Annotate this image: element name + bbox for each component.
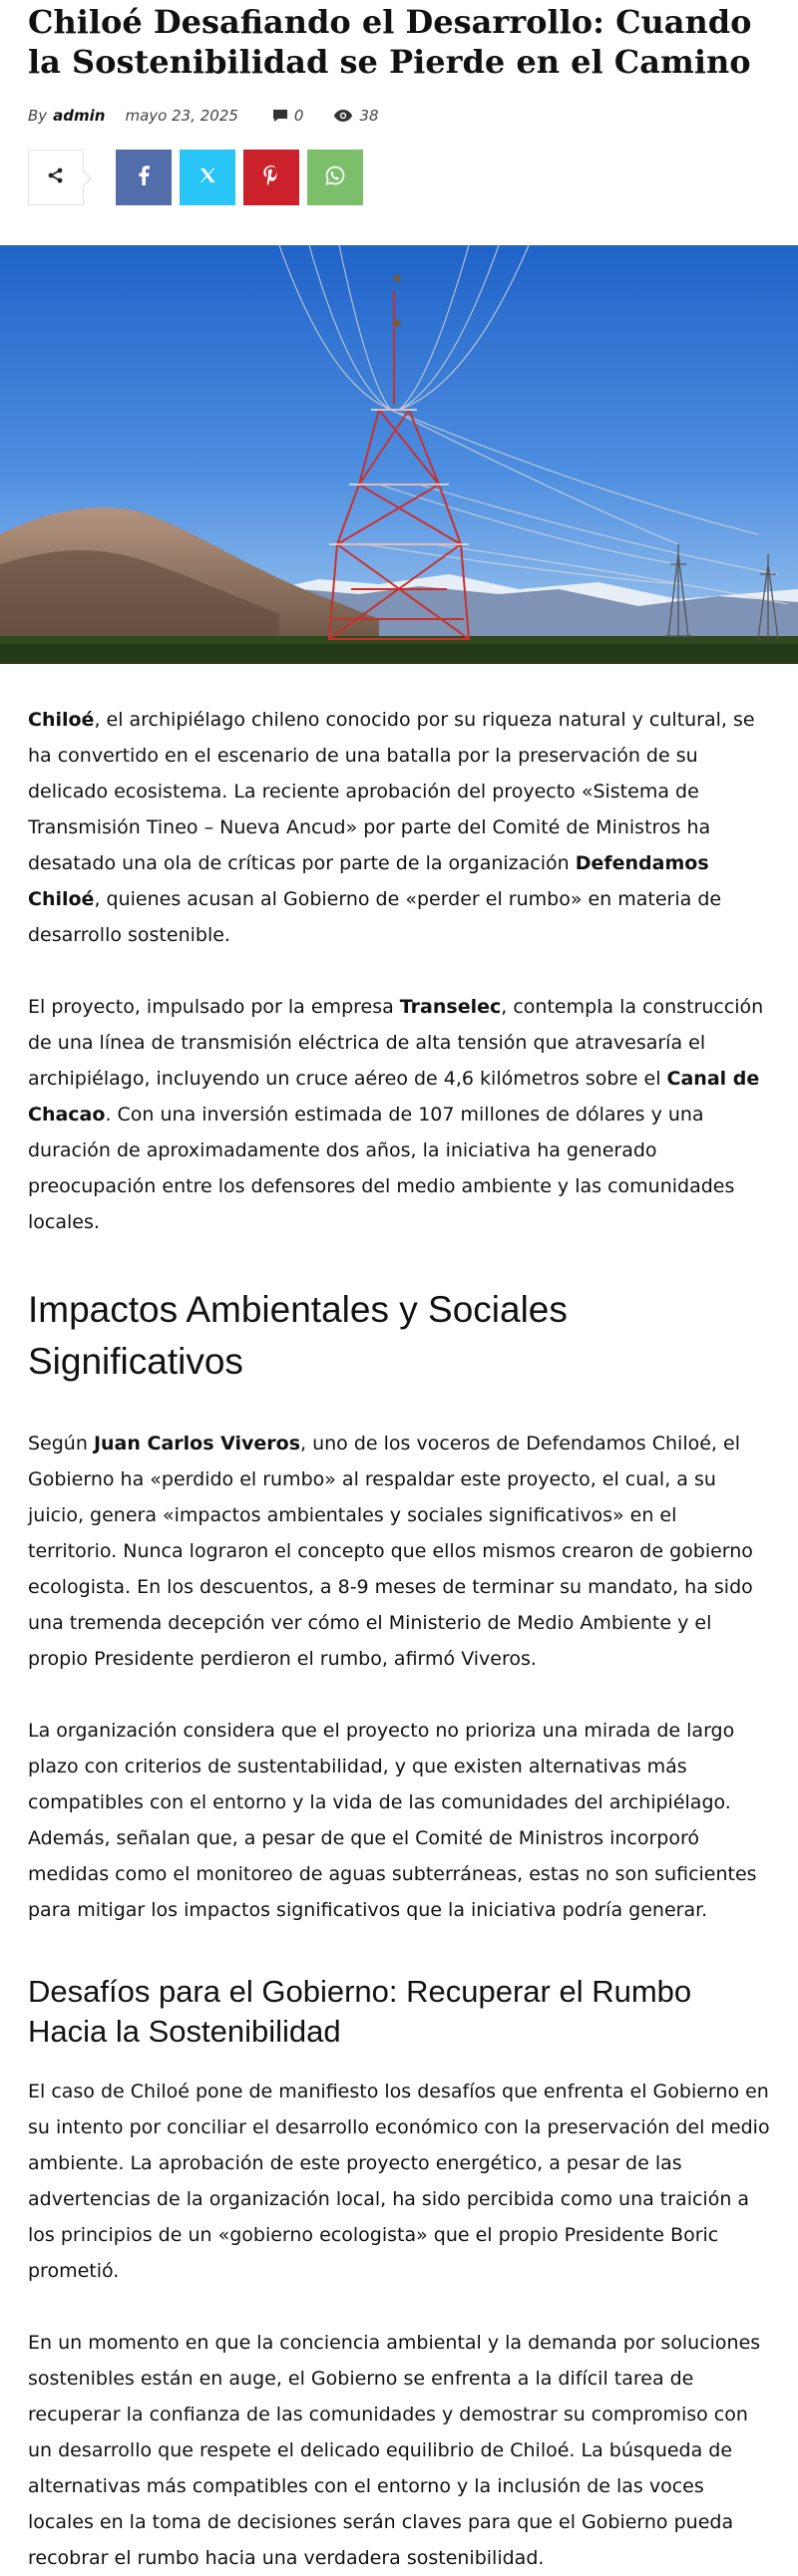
pinterest-icon	[263, 165, 279, 189]
facebook-icon	[138, 165, 150, 189]
subsection-heading: Desafíos para el Gobierno: Recuperar el Rumbo Hacia la Sostenibilidad	[28, 1974, 692, 2049]
x-icon	[199, 166, 216, 188]
paragraph-text: . Con una inversión estimada de 107 millones de dólares y una duración de aproximadamente dos años, la iniciativa ha generado preocupación entre los defensores del medio ambiente y las comunidades locales.	[28, 1104, 735, 1233]
bold-text: Defendamos Chiloé	[28, 852, 709, 910]
paragraph: El caso de Chiloé pone de manifiesto los desafíos que enfrenta el Gobierno en su intento por conciliar el desarrollo económico con la preservación del medio ambiente. La aprobación de este proyecto energético, a pesar de las advertencias de la organización local, ha sido percibida como una traición a los principios de un «gobierno ecologista» que el propio Presidente Boric prometió.	[28, 2081, 770, 2282]
bold-text: Canal de Chacao	[28, 1068, 760, 1126]
paragraph-text: Según	[28, 1433, 94, 1454]
paragraph-text: , quienes acusan al Gobierno de «perder el rumbo» en materia de desarrollo sostenible.	[28, 888, 722, 946]
share-icon	[47, 166, 65, 188]
paragraph	[28, 1426, 770, 1677]
facebook-share-button[interactable]	[116, 150, 172, 205]
share-toggle-button[interactable]	[28, 150, 84, 205]
paragraph-text: , uno de los voceros de Defendamos Chiloé, el Gobierno ha «perdido el rumbo» al respaldar este proyecto, el cual, a su juicio, genera «impactos ambientales y sociales significativos» en el territorio. Nunca lograron el concepto que ellos mismos crearon de gobierno ecologista. En los descuentos, a 8-9 meses de terminar su mandato, ha sido una tremenda decepción ver cómo el Ministerio de Medio Ambiente y el propio Presidente perdieron el rumbo, afirmó Viveros.	[28, 1433, 753, 1670]
paragraph: La organización considera que el proyecto no prioriza una mirada de largo plazo con criterios de sustentabilidad, y que existen alternativas más compatibles con el entorno y la vida de las comunidades del archipiélago. Además, señalan que, a pesar de que el Comité de Ministros incorporó medidas como el monitoreo de aguas subterráneas, estas no son suficientes para mitigar los impactos significativos que la iniciativa podría generar.	[28, 1720, 757, 1921]
article-title: Chiloé Desafiando el Desarrollo: Cuando la Sostenibilidad se Pierde en el Camino	[28, 3, 752, 81]
hero-image	[0, 245, 798, 664]
paragraph	[28, 702, 770, 953]
share-bar	[28, 150, 770, 205]
whatsapp-share-button[interactable]	[307, 150, 363, 205]
x-share-button[interactable]	[180, 150, 235, 205]
paragraph: En un momento en que la conciencia ambiental y la demanda por soluciones sostenibles están en auge, el Gobierno se enfrenta a la difícil tarea de recuperar la confianza de las comunidades y demostrar su compromiso con un desarrollo que respete el delicado equilibrio de Chiloé. La búsqueda de alternativas más compatibles con el entorno y la inclusión de las voces locales en la toma de decisiones serán claves para que el Gobierno pueda recobrar el rumbo hacia una verdadera sostenibilidad.	[28, 2332, 761, 2569]
publish-date: mayo 23, 2025	[125, 107, 238, 125]
author-link[interactable]: admin	[53, 107, 106, 125]
comment-count[interactable]: 0	[293, 107, 304, 125]
article-meta	[28, 104, 770, 128]
paragraph-text: , el archipiélago chileno conocido por su riqueza natural y cultural, se ha convertido en el escenario de una batalla por la preservación de su delicado ecosistema. La reciente aprobación del proyecto «Sistema de Transmisión Tineo – Nueva Ancud» por parte del Comité de Ministros ha desatado una ola de críticas por parte de la organización	[28, 709, 755, 874]
whatsapp-icon	[325, 165, 345, 189]
bold-text: Transelec	[399, 996, 502, 1018]
view-count: 38	[359, 107, 379, 125]
pinterest-share-button[interactable]	[243, 150, 299, 205]
article-body	[0, 702, 798, 2576]
paragraph-text: , contempla la construcción de una línea de transmisión eléctrica de alta tensión que atravesaría el archipiélago, incluyendo un cruce aéreo de 4,6 kilómetros sobre el	[28, 996, 764, 1090]
bold-text: Chiloé	[28, 709, 95, 731]
paragraph	[28, 989, 770, 1240]
meta-by: By	[28, 107, 48, 125]
article-header	[0, 0, 798, 205]
eye-icon	[333, 109, 353, 123]
comment-icon[interactable]	[272, 109, 288, 123]
paragraph-text: El proyecto, impulsado por la empresa	[28, 996, 400, 1018]
bold-text: Juan Carlos Viveros	[93, 1433, 301, 1454]
section-heading: Impactos Ambientales y Sociales Significativos	[28, 1289, 568, 1382]
